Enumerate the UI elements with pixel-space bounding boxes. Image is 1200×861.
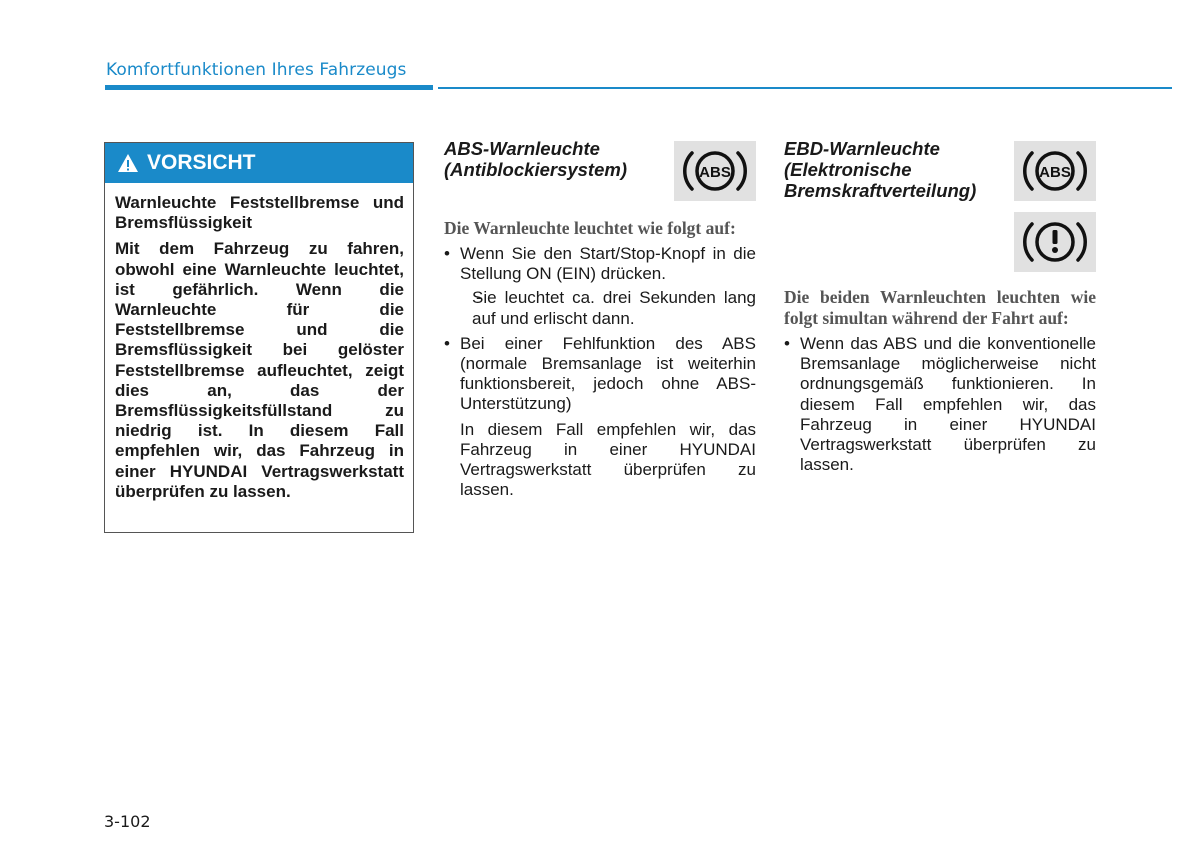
abs-recommendation: In diesem Fall empfehlen wir, das Fahrzeug in einer HYUNDAI Vertragswerkstatt überprüfen zu lassen.	[460, 419, 756, 500]
caution-label: VORSICHT	[147, 151, 256, 174]
svg-text:ABS: ABS	[699, 164, 731, 181]
ebd-abs-icon-box	[1014, 141, 1096, 201]
caution-box	[104, 142, 414, 533]
caution-header	[105, 143, 413, 183]
svg-text:ABS: ABS	[1039, 164, 1071, 181]
abs-bullet-1: • Wenn Sie den Start/Stop-Knopf in die Stellung ON (EIN) drücken. - Sie leuchtet ca. drei Sekunden lang auf und erlischt dann.	[444, 244, 756, 329]
ebd-title: EBD-Warnleuchte (Elektronische Bremskraftverteilung)	[784, 138, 977, 201]
header-rule-thick	[105, 85, 433, 90]
abs-lead: Die Warnleuchte leuchtet wie folgt auf:	[444, 218, 736, 238]
abs-warning-icon	[680, 146, 750, 196]
caution-heading: Warnleuchte Feststellbremse und Bremsflüssigkeit	[115, 193, 404, 233]
section-header-title: Komfortfunktionen Ihres Fahrzeugs	[106, 60, 407, 80]
header-rule-thin	[438, 87, 1172, 89]
ebd-lead: Die beiden Warnleuchten leuchten wie folgt simultan während der Fahrt auf:	[784, 287, 1096, 328]
brake-warning-icon	[1020, 217, 1090, 267]
abs-title: ABS-Warnleuchte (Antiblockiersystem)	[444, 138, 627, 180]
page-number: 3-102	[104, 812, 151, 831]
abs-warning-icon	[1020, 146, 1090, 196]
ebd-brake-icon-box	[1014, 212, 1096, 272]
abs-sub-item: - Sie leuchtet ca. drei Sekunden lang auf und erlischt dann.	[460, 288, 756, 328]
warning-triangle-icon	[117, 153, 139, 173]
ebd-bullet-1: • Wenn das ABS und die konventionelle Bremsanlage möglicherweise nicht ordnungsgemäß funktionieren. In diesem Fall empfehlen wir, das Fahrzeug in einer HYUNDAI Vertragswerkstatt überprüfen zu lassen.	[784, 334, 1096, 475]
abs-bullet-2: • Bei einer Fehlfunktion des ABS (normale Bremsanlage ist weiterhin funktionsbereit, jedoch ohne ABS-Unterstützung)	[444, 334, 756, 415]
caution-text: Mit dem Fahrzeug zu fahren, obwohl eine Warnleuchte leuchtet, ist gefährlich. Wenn die Warnleuchte für die Feststellbremse und die Bremsflüssigkeit bei gelöster Feststellbremse aufleuchtet, zeigt dies an, das der Bremsflüssigkeitsfüllstand zu niedrig ist. In diesem Fall empfehlen wir, das Fahrzeug in einer HYUNDAI Vertragswerkstatt überprüfen zu lassen.	[115, 239, 404, 501]
abs-icon-box	[674, 141, 756, 201]
